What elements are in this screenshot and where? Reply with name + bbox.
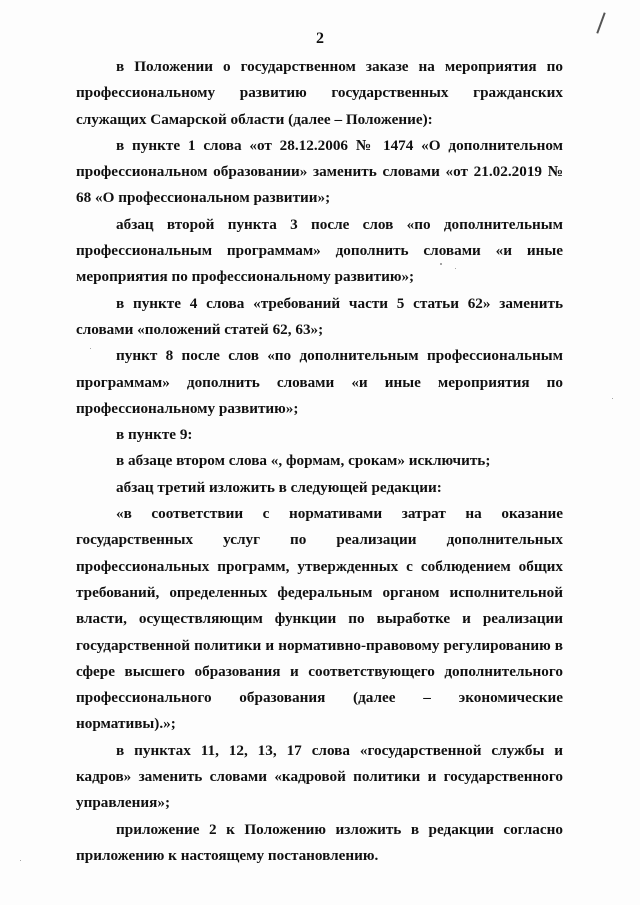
paragraph-item-9: в пункте 9:	[116, 426, 193, 444]
paragraph-item-3: абзац второй пункта 3 после слов «по дополнительным профессиональным программам» дополнить словами «и иные мероприятия по профессиональному развитию»;	[76, 215, 563, 286]
scan-speck	[90, 348, 91, 349]
paragraph-item-9-third: абзац третий изложить в следующей редакции:	[116, 478, 442, 496]
scan-speck	[20, 860, 21, 861]
scan-speck	[440, 263, 442, 265]
paragraph-item-4: в пункте 4 слова «требований части 5 статьи 62» заменить словами «положений статей 62, 63»;	[76, 294, 563, 338]
paragraph-item-9-second: в абзаце втором слова «, формам, срокам» исключить;	[116, 452, 491, 470]
paragraph-items-11-17: в пунктах 11, 12, 13, 17 слова «государственной службы и кадров» заменить словами «кадровой политики и государственного управления»;	[76, 741, 563, 812]
paragraph-item-8: пункт 8 после слов «по дополнительным профессиональным программам» дополнить словами «и иные мероприятия по профессиональному развитию»;	[76, 347, 563, 417]
paragraph-quote: «в соответствии с нормативами затрат на оказание государственных услуг по реализации дополнительных профессиональных программ, утвержденных с соблюдением общих требований, определенных федеральным органом исполнительной власти, осуществляющим функции по выработке и реализации государственной политики и нормативно-правовому регулированию в сфере высшего образования и соответствующего дополнительного профессионального образования (далее – экономические нормативы).»;	[76, 505, 563, 733]
page-number: 2	[316, 30, 324, 47]
document-body	[76, 54, 563, 869]
paragraph-item-1: в пункте 1 слова «от 28.12.2006 № 1474 «О дополнительном профессиональном образовании» заменить словами «от 21.02.2019 № 68 «О профессиональном развитии»;	[76, 136, 563, 207]
scan-speck	[455, 268, 456, 269]
scan-speck	[612, 398, 613, 399]
paragraph-intro: в Положении о государственном заказе на мероприятия по профессиональному развитию государственных гражданских служащих Самарской области (далее – Положение):	[76, 58, 563, 128]
paragraph-appendix: приложение 2 к Положению изложить в редакции согласно приложению к настоящему постановлению.	[76, 820, 563, 864]
